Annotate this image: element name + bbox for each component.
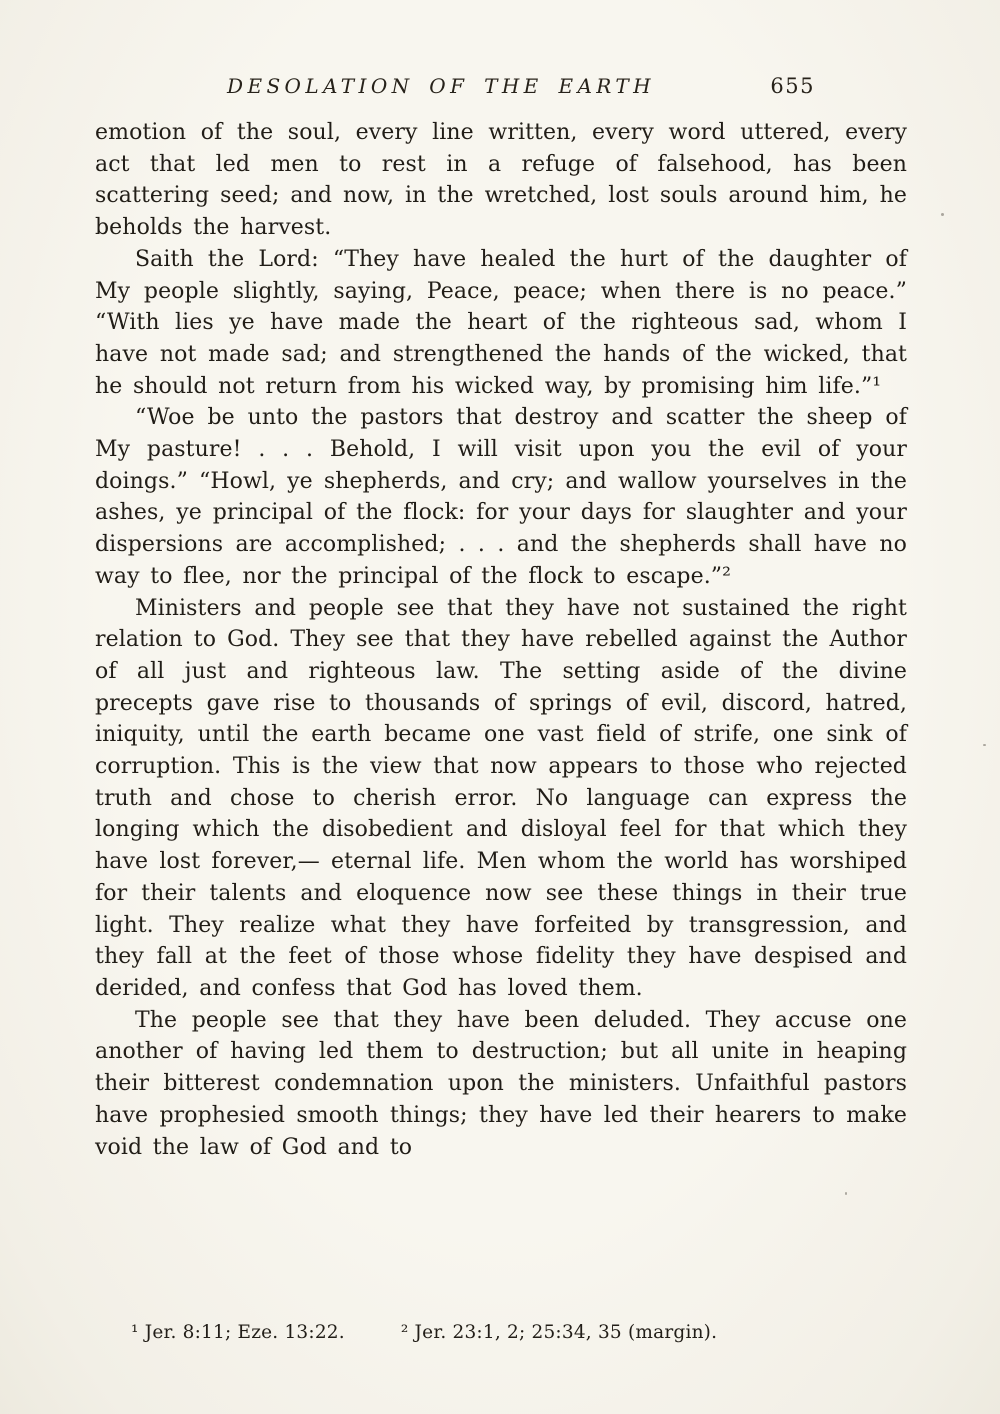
paragraph: The people see that they have been deluded. They accuse one another of having led them to destruction; but all unite in heaping their bitterest condemnation upon the ministers. Unfaithful pastors have prophesied smooth things; they have led their hearers to make void the law of God and to [95, 1007, 907, 1160]
page-body [95, 117, 907, 1163]
paragraph: emotion of the soul, every line written, every word uttered, every act that led men to rest in a refuge of falsehood, has been scattering seed; and now, in the wretched, lost souls around him, he beholds the harvest. [95, 120, 907, 241]
paragraph: Saith the Lord: “They have healed the hurt of the daughter of My people slightly, saying, Peace, peace; when there is no peace.” “With lies ye have made the heart of the righteous sad, whom I have not made sad; and strengthened the hands of the wicked, that he should not return from his wicked way, by promising him life.”¹ [95, 246, 907, 399]
scan-speck [941, 213, 944, 216]
scan-speck [845, 1192, 847, 1195]
footnote: ¹ Jer. 8:11; Eze. 13:22. [131, 1322, 345, 1343]
running-title: DESOLATION OF THE EARTH [227, 74, 655, 98]
scan-speck [983, 744, 986, 746]
page-header [95, 74, 907, 104]
paragraph: Ministers and people see that they have not sustained the right relation to God. They see that they have rebelled against the Author of all just and righteous law. The setting aside of the divine precepts gave rise to thousands of springs of evil, discord, hatred, iniquity, until the earth became one vast field of strife, one sink of corruption. This is the view that now appears to those who rejected truth and chose to cherish error. No language can express the longing which the disobedient and disloyal feel for that which they have lost forever,— eternal life. Men whom the world has worshiped for their talents and eloquence now see these things in their true light. They realize what they have forfeited by transgression, and they fall at the feet of those whose fidelity they have despised and derided, and confess that God has loved them. [95, 595, 907, 1001]
footnote: ² Jer. 23:1, 2; 25:34, 35 (margin). [400, 1322, 718, 1343]
footnotes [95, 1322, 907, 1343]
page-number: 655 [770, 74, 815, 98]
paragraph: “Woe be unto the pastors that destroy and scatter the sheep of My pasture! . . . Behold, I will visit upon you the evil of your doings.” “Howl, ye shepherds, and cry; and wallow yourselves in the ashes, ye principal of the flock: for your days for slaughter and your dispersions are accomplished; . . . and the shepherds shall have no way to flee, nor the principal of the flock to escape.”² [95, 405, 907, 589]
